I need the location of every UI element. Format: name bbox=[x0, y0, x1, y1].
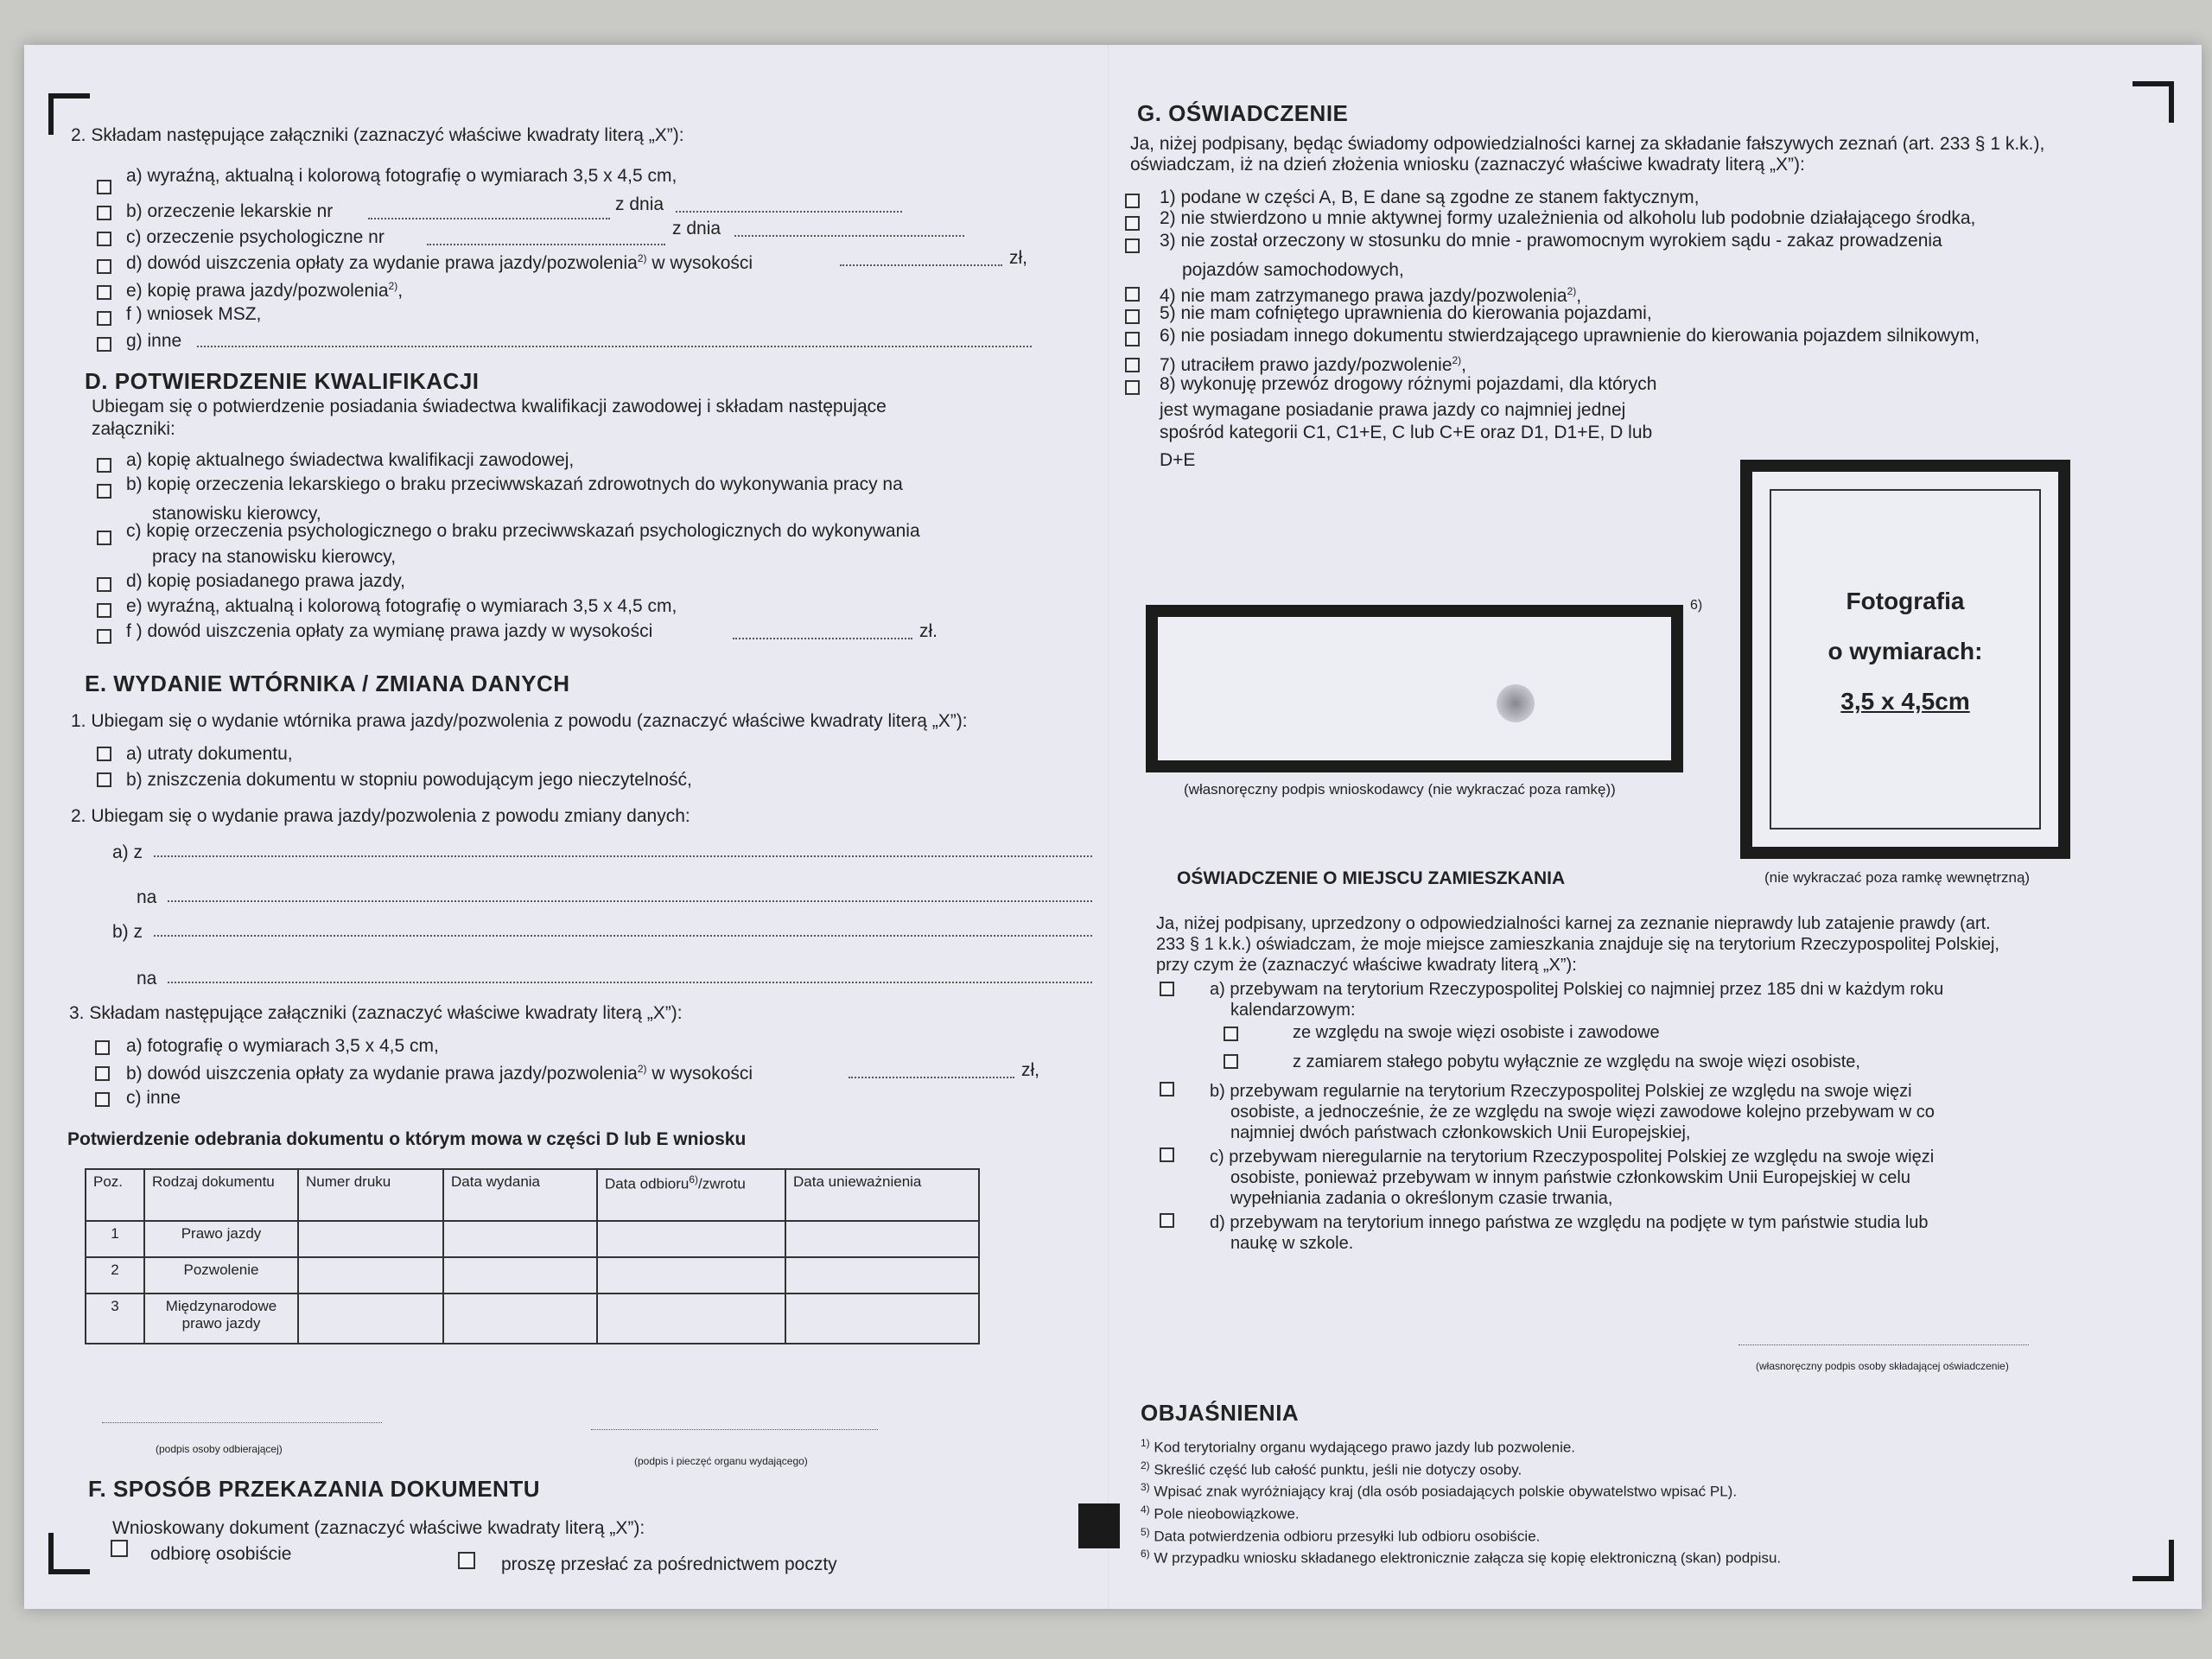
row-type: Prawo jazdy bbox=[144, 1221, 298, 1257]
c2-b-label: b) orzeczenie lekarskie nr bbox=[126, 201, 334, 221]
note-item: $^{4)}$ Pole nieobowiązkowe. bbox=[1141, 1503, 1300, 1522]
c2-g-checkbox[interactable] bbox=[97, 337, 111, 352]
page-fold bbox=[1108, 45, 1109, 1609]
g-7-checkbox[interactable] bbox=[1125, 358, 1140, 372]
c2-c-date-label: z dnia bbox=[672, 219, 721, 238]
photo-inner-frame bbox=[1770, 489, 2041, 830]
row-number-cell[interactable] bbox=[298, 1221, 443, 1257]
note-item: $^{2)}$ Skreślić część lub całość punktu, jeśli nie dotyczy osoby. bbox=[1141, 1459, 1522, 1478]
g-2-label: 2) nie stwierdzono u mnie aktywnej formy uzależnienia od alkoholu lub podobnie działającego środka, bbox=[1160, 208, 1976, 228]
c2-c-number-field[interactable] bbox=[427, 244, 665, 245]
residence-intro: Ja, niżej podpisany, uprzedzony o odpowiedzialności karnej za zeznanie nieprawdy lub zatajenie prawdy (art. bbox=[1156, 914, 1991, 933]
c2-a-checkbox[interactable] bbox=[97, 180, 111, 194]
g-4-checkbox[interactable] bbox=[1125, 287, 1140, 302]
e-q2-b-from-field[interactable] bbox=[154, 935, 1092, 937]
section-d-title: D. POTWIERDZENIE KWALIFIKACJI bbox=[85, 368, 480, 394]
c2-d-label: d) dowód uiszczenia opłaty za wydanie prawa jazdy/pozwolenia$^{2)}$ w wysokości bbox=[126, 252, 753, 273]
e-q2-a-from-field[interactable] bbox=[154, 855, 1092, 857]
receipt-title: Potwierdzenie odebrania dokumentu o którym mowa w części D lub E wniosku bbox=[67, 1129, 747, 1149]
col-header-issue-date: Data wydania bbox=[443, 1169, 597, 1221]
ink-smudge bbox=[1497, 684, 1535, 722]
e-q3-b-checkbox[interactable] bbox=[95, 1066, 110, 1081]
c2-e-checkbox[interactable] bbox=[97, 285, 111, 300]
col-header-cancel-date: Data unieważnienia bbox=[785, 1169, 979, 1221]
note-item: $^{6)}$ W przypadku wniosku składanego elektronicznie załącza się kopię elektroniczną (skan) podpisu. bbox=[1141, 1548, 1782, 1567]
d-f-currency: zł. bbox=[919, 621, 938, 641]
g-8-label-2: jest wymagane posiadanie prawa jazdy co najmniej jednej bbox=[1160, 400, 1626, 420]
e-q1-a-label: a) utraty dokumentu, bbox=[126, 744, 293, 764]
e-q3-a-checkbox[interactable] bbox=[95, 1040, 110, 1055]
d-c-checkbox[interactable] bbox=[97, 531, 111, 545]
d-a-checkbox[interactable] bbox=[97, 458, 111, 473]
photo-label-3: 3,5 x 4,5cm bbox=[1840, 688, 1970, 715]
e-q2-b-to-field[interactable] bbox=[168, 982, 1092, 983]
section-e-title: E. WYDANIE WTÓRNIKA / ZMIANA DANYCH bbox=[85, 671, 570, 696]
receipt-table bbox=[85, 1168, 980, 1344]
d-f-label: f ) dowód uiszczenia opłaty za wymianę prawa jazdy w wysokości bbox=[126, 621, 653, 641]
c2-b-checkbox[interactable] bbox=[97, 206, 111, 220]
residence-a-sub2-checkbox[interactable] bbox=[1224, 1054, 1238, 1069]
c2-b-date-field[interactable] bbox=[676, 211, 902, 213]
c2-f-label: f ) wniosek MSZ, bbox=[126, 304, 262, 324]
c2-c-label: c) orzeczenie psychologiczne nr bbox=[126, 227, 385, 247]
notes-list bbox=[1141, 1434, 1781, 1567]
photo-label-1: Fotografia bbox=[1846, 588, 1965, 614]
corner-mark-top-right bbox=[2133, 81, 2174, 123]
residence-c-label-3: wypełniania zadania o określonym czasie trwania, bbox=[1230, 1189, 1613, 1208]
g-6-checkbox[interactable] bbox=[1125, 332, 1140, 346]
residence-c-checkbox[interactable] bbox=[1160, 1147, 1174, 1162]
g-8-label: 8) wykonuję przewóz drogowy różnymi pojazdami, dla których bbox=[1160, 374, 1657, 394]
row-poz: 1 bbox=[86, 1221, 144, 1257]
g-1-label: 1) podane w części A, B, E dane są zgodne ze stanem faktycznym, bbox=[1160, 188, 1700, 207]
d-d-label: d) kopię posiadanego prawa jazdy, bbox=[126, 571, 405, 591]
g-4-label: 4) nie mam zatrzymanego prawa jazdy/pozwolenia$^{2)}$, bbox=[1160, 285, 1582, 306]
g-7-label: 7) utraciłem prawo jazdy/pozwolenie$^{2)}$, bbox=[1160, 354, 1467, 375]
e-q2: 2. Ubiegam się o wydanie prawa jazdy/pozwolenia z powodu zmiany danych: bbox=[71, 806, 690, 826]
delivery-by-post-checkbox[interactable] bbox=[458, 1552, 475, 1569]
corner-mark-bottom-left bbox=[48, 1533, 90, 1574]
receiver-signature-caption: (podpis osoby odbierającej) bbox=[156, 1443, 283, 1455]
table-row bbox=[86, 1294, 979, 1344]
notes-title: OBJAŚNIENIA bbox=[1141, 1400, 1300, 1426]
residence-d-label-2: naukę w szkole. bbox=[1230, 1234, 1354, 1253]
e-q2-a-to-label: na bbox=[137, 887, 157, 907]
residence-b-checkbox[interactable] bbox=[1160, 1082, 1174, 1096]
d-a-label: a) kopię aktualnego świadectwa kwalifikacji zawodowej, bbox=[126, 450, 575, 470]
c2-d-amount-field[interactable] bbox=[840, 264, 1002, 266]
e-q3: 3. Składam następujące załączniki (zaznaczyć właściwe kwadraty literą „X”): bbox=[69, 1003, 683, 1023]
e-q3-a-label: a) fotografię o wymiarach 3,5 x 4,5 cm, bbox=[126, 1036, 439, 1056]
section-d-intro-2: załączniki: bbox=[92, 419, 175, 439]
c2-d-checkbox[interactable] bbox=[97, 259, 111, 274]
receiver-signature-line[interactable] bbox=[102, 1422, 382, 1423]
row-pickup-cell[interactable] bbox=[597, 1294, 785, 1344]
c2-title: 2. Składam następujące załączniki (zaznaczyć właściwe kwadraty literą „X”): bbox=[71, 125, 684, 145]
table-row bbox=[86, 1221, 979, 1257]
e-q1-a-checkbox[interactable] bbox=[97, 747, 111, 761]
e-q2-a-to-field[interactable] bbox=[168, 900, 1092, 902]
residence-signature-line[interactable] bbox=[1738, 1344, 2029, 1345]
c2-d-currency: zł, bbox=[1009, 248, 1027, 268]
residence-a-label: a) przebywam na terytorium Rzeczypospolitej Polskiej co najmniej przez 185 dni w każdym roku bbox=[1210, 980, 1944, 999]
row-poz: 3 bbox=[86, 1294, 144, 1344]
c2-a-label: a) wyraźną, aktualną i kolorową fotografię o wymiarach 3,5 x 4,5 cm, bbox=[126, 166, 677, 186]
row-cancel-cell[interactable] bbox=[785, 1221, 979, 1257]
section-f-title: F. SPOSÓB PRZEKAZANIA DOKUMENTU bbox=[88, 1476, 540, 1502]
d-c-label: c) kopię orzeczenia psychologicznego o braku przeciwwskazań psychologicznych do wykonywania bbox=[126, 521, 920, 541]
row-poz: 2 bbox=[86, 1257, 144, 1294]
d-c-label-2: pracy na stanowisku kierowcy, bbox=[152, 547, 397, 567]
c2-b-date-label: z dnia bbox=[615, 194, 664, 214]
d-f-amount-field[interactable] bbox=[733, 638, 912, 639]
e-q1-b-checkbox[interactable] bbox=[97, 772, 111, 787]
row-issue-cell[interactable] bbox=[443, 1221, 597, 1257]
g-5-label: 5) nie mam cofniętego uprawnienia do kierowania pojazdami, bbox=[1160, 303, 1652, 323]
e-q3-b-currency: zł, bbox=[1021, 1060, 1039, 1080]
e-q2-b-to-label: na bbox=[137, 969, 157, 988]
e-q3-c-checkbox[interactable] bbox=[95, 1092, 110, 1107]
authority-signature-caption: (podpis i pieczęć organu wydającego) bbox=[634, 1455, 808, 1467]
residence-a-label-2: kalendarzowym: bbox=[1230, 1001, 1356, 1020]
e-q1: 1. Ubiegam się o wydanie wtórnika prawa jazdy/pozwolenia z powodu (zaznaczyć właściwe kwadraty literą „X”): bbox=[71, 711, 968, 731]
row-type: Pozwolenie bbox=[144, 1257, 298, 1294]
col-header-pickup-date: Data odbioru$^{6)}$/zwrotu bbox=[597, 1169, 785, 1221]
g-3-checkbox[interactable] bbox=[1125, 238, 1140, 253]
section-g-intro-2: oświadczam, iż na dzień złożenia wniosku (zaznaczyć właściwe kwadraty literą „X”): bbox=[1130, 155, 1805, 175]
section-d-intro: Ubiegam się o potwierdzenie posiadania świadectwa kwalifikacji zawodowej i składam następujące bbox=[92, 397, 887, 416]
d-f-checkbox[interactable] bbox=[97, 629, 111, 644]
residence-b-label-2: osobiste, a jednocześnie, że ze względu na swoje więzi zawodowe kolejno przebywam w co bbox=[1230, 1103, 1935, 1122]
c2-g-label: g) inne bbox=[126, 331, 182, 351]
residence-signature-caption: (własnoręczny podpis osoby składającej oświadczenie) bbox=[1756, 1360, 2009, 1372]
residence-d-checkbox[interactable] bbox=[1160, 1213, 1174, 1228]
registration-square bbox=[1078, 1503, 1120, 1548]
residence-a-sub2-label: z zamiarem stałego pobytu wyłącznie ze względu na swoje więzi osobiste, bbox=[1293, 1052, 1860, 1071]
e-q2-a-from-label: a) z bbox=[112, 842, 143, 862]
residence-intro-2: 233 § 1 k.k.) oświadczam, że moje miejsce zamieszkania znajduje się na terytorium Rzeczypospolitej Polskiej, bbox=[1156, 935, 1999, 954]
delivery-in-person-label: odbiorę osobiście bbox=[150, 1544, 292, 1564]
delivery-in-person-checkbox[interactable] bbox=[111, 1540, 128, 1557]
residence-c-label-2: osobiste, ponieważ przebywam w innym państwie członkowskim Unii Europejskiej w celu bbox=[1230, 1168, 1910, 1187]
residence-d-label: d) przebywam na terytorium innego państwa ze względu na podjęte w tym państwie studia lub bbox=[1210, 1213, 1929, 1232]
delivery-by-post-label: proszę przesłać za pośrednictwem poczty bbox=[501, 1554, 837, 1574]
e-q3-c-label: c) inne bbox=[126, 1088, 181, 1108]
table-row bbox=[86, 1257, 979, 1294]
g-2-checkbox[interactable] bbox=[1125, 216, 1140, 231]
residence-a-sub1-checkbox[interactable] bbox=[1224, 1027, 1238, 1041]
row-number-cell[interactable] bbox=[298, 1257, 443, 1294]
col-header-type: Rodzaj dokumentu bbox=[144, 1169, 298, 1221]
row-number-cell[interactable] bbox=[298, 1294, 443, 1344]
c2-e-label: e) kopię prawa jazdy/pozwolenia$^{2)}$, bbox=[126, 280, 404, 301]
row-issue-cell[interactable] bbox=[443, 1257, 597, 1294]
g-8-label-3: spośród kategorii C1, C1+E, C lub C+E oraz D1, D1+E, D lub bbox=[1160, 423, 1653, 442]
section-g-title: G. OŚWIADCZENIE bbox=[1137, 100, 1349, 126]
d-e-checkbox[interactable] bbox=[97, 603, 111, 618]
d-b-checkbox[interactable] bbox=[97, 484, 111, 499]
c2-c-date-field[interactable] bbox=[734, 235, 964, 237]
applicant-signature-box[interactable] bbox=[1146, 605, 1683, 772]
row-pickup-cell[interactable] bbox=[597, 1221, 785, 1257]
authority-signature-line[interactable] bbox=[591, 1429, 878, 1430]
g-1-checkbox[interactable] bbox=[1125, 194, 1140, 208]
col-header-number: Numer druku bbox=[298, 1169, 443, 1221]
c2-c-checkbox[interactable] bbox=[97, 232, 111, 246]
residence-b-label-3: najmniej dwóch państwach członkowskich Unii Europejskiej, bbox=[1230, 1123, 1691, 1142]
d-d-checkbox[interactable] bbox=[97, 577, 111, 592]
section-g-intro: Ja, niżej podpisany, będąc świadomy odpowiedzialności karnej za składanie fałszywych zeznań (art. 233 § 1 k.k.), bbox=[1130, 134, 2045, 154]
row-type: Międzynarodowe prawo jazdy bbox=[144, 1294, 298, 1344]
c2-g-other-field[interactable] bbox=[197, 346, 1032, 347]
d-e-label: e) wyraźną, aktualną i kolorową fotografię o wymiarach 3,5 x 4,5 cm, bbox=[126, 596, 677, 616]
photo-label-2: o wymiarach: bbox=[1827, 638, 1983, 664]
row-pickup-cell[interactable] bbox=[597, 1257, 785, 1294]
note-item: $^{3)}$ Wpisać znak wyróżniający kraj (dla osób posiadających polskie obywatelstwo wpisać PL). bbox=[1141, 1481, 1738, 1500]
signature-footnote-ref: 6) bbox=[1690, 598, 1703, 613]
row-cancel-cell[interactable] bbox=[785, 1257, 979, 1294]
g-5-checkbox[interactable] bbox=[1125, 309, 1140, 324]
d-b-label: b) kopię orzeczenia lekarskiego o braku przeciwwskazań zdrowotnych do wykonywania pracy na bbox=[126, 474, 903, 494]
g-3-label-2: pojazdów samochodowych, bbox=[1182, 260, 1404, 280]
col-header-poz: Poz. bbox=[86, 1169, 144, 1221]
photo-frame[interactable] bbox=[1740, 460, 2070, 859]
g-8-checkbox[interactable] bbox=[1125, 380, 1140, 395]
note-item: $^{5)}$ Data potwierdzenia odbioru przesyłki lub odbioru osobiście. bbox=[1141, 1525, 1541, 1545]
residence-a-checkbox[interactable] bbox=[1160, 982, 1174, 996]
section-f-intro: Wnioskowany dokument (zaznaczyć właściwe kwadraty literą „X”): bbox=[112, 1518, 645, 1538]
e-q3-b-amount-field[interactable] bbox=[849, 1077, 1014, 1078]
residence-title: OŚWIADCZENIE O MIEJSCU ZAMIESZKANIA bbox=[1177, 868, 1566, 888]
row-cancel-cell[interactable] bbox=[785, 1294, 979, 1344]
photo-note: (nie wykraczać poza ramkę wewnętrzną) bbox=[1764, 869, 2031, 886]
e-q2-b-from-label: b) z bbox=[112, 922, 143, 942]
g-6-label: 6) nie posiadam innego dokumentu stwierdzającego uprawnienie do kierowania pojazdem silnikowym, bbox=[1160, 326, 1980, 346]
residence-c-label: c) przebywam nieregularnie na terytorium Rzeczypospolitej Polskiej ze względu na swoje więzi bbox=[1210, 1147, 1935, 1166]
signature-note: (własnoręczny podpis wnioskodawcy (nie wykraczać poza ramkę)) bbox=[1184, 781, 1616, 798]
g-3-label: 3) nie został orzeczony w stosunku do mnie - prawomocnym wyrokiem sądu - zakaz prowadzenia bbox=[1160, 231, 1942, 251]
e-q3-b-label: b) dowód uiszczenia opłaty za wydanie prawa jazdy/pozwolenia$^{2)}$ w wysokości bbox=[126, 1063, 753, 1084]
c2-b-number-field[interactable] bbox=[368, 218, 610, 219]
residence-b-label: b) przebywam regularnie na terytorium Rzeczypospolitej Polskiej ze względu na swoje więzi bbox=[1210, 1082, 1912, 1101]
d-b-label-2: stanowisku kierowcy, bbox=[152, 504, 321, 524]
residence-intro-3: przy czym że (zaznaczyć właściwe kwadraty literą „X”): bbox=[1156, 956, 1577, 975]
corner-mark-bottom-right bbox=[2133, 1540, 2174, 1581]
row-issue-cell[interactable] bbox=[443, 1294, 597, 1344]
residence-a-sub1-label: ze względu na swoje więzi osobiste i zawodowe bbox=[1293, 1023, 1660, 1042]
e-q1-b-label: b) zniszczenia dokumentu w stopniu powodującym jego nieczytelność, bbox=[126, 770, 692, 790]
note-item: $^{1)}$ Kod terytorialny organu wydającego prawo jazdy lub pozwolenie. bbox=[1141, 1437, 1576, 1456]
g-8-label-4: D+E bbox=[1160, 450, 1196, 470]
c2-f-checkbox[interactable] bbox=[97, 311, 111, 326]
